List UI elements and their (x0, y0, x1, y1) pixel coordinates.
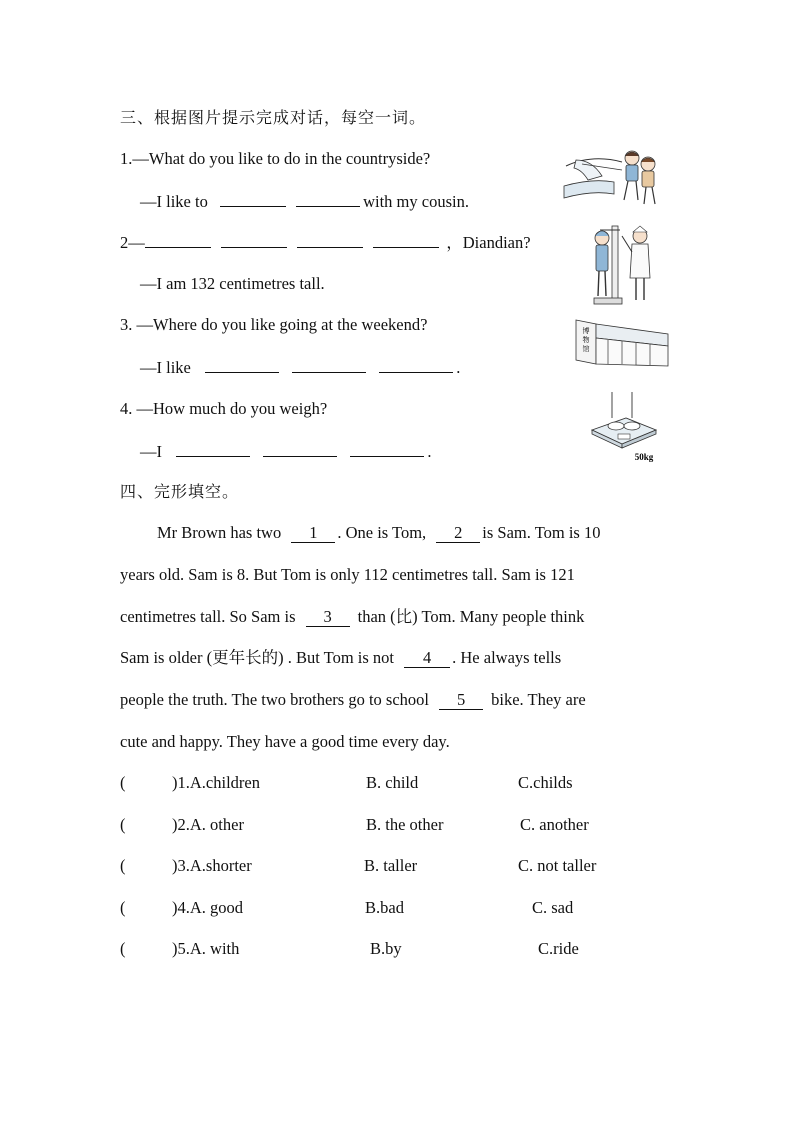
section3-heading: 三、根据图片提示完成对话，每空一词。 (120, 108, 427, 127)
q2-answer: —I am 132 centimetres tall. (140, 274, 325, 293)
q4-blank-3[interactable] (350, 440, 424, 457)
passage-text: than (比) Tom. Many people think (357, 607, 585, 626)
museum-sign-2: 物 (582, 336, 590, 344)
option-c[interactable]: C.childs (518, 773, 573, 792)
q3-blank-1[interactable] (205, 356, 279, 373)
cloze-blank-5[interactable]: 5 (439, 691, 483, 710)
option-b[interactable]: B. the other (366, 815, 444, 834)
q4-blank-1[interactable] (176, 440, 250, 457)
passage-line-2: years old. Sam is 8. But Tom is only 112 centimetres tall. Sam is 121 (120, 565, 575, 584)
q2-suffix: ，Diandian? (446, 233, 531, 252)
passage-text: people the truth. The two brothers go to school (120, 690, 430, 709)
section4-heading: 四、完形填空。 (120, 482, 240, 501)
passage-line-1 (157, 522, 600, 544)
q3-blank-2[interactable] (292, 356, 366, 373)
q4-answer-prefix: —I (140, 442, 162, 461)
answer-paren[interactable]: ( (120, 898, 126, 917)
passage-text: Mr Brown has two (157, 523, 282, 542)
q4-question: 4. —How much do you weigh? (120, 399, 328, 418)
museum-sign-3: 馆 (582, 345, 590, 353)
fishing-children-icon (562, 146, 662, 208)
scale-icon (588, 390, 660, 464)
option-c[interactable]: C. sad (532, 898, 574, 917)
passage-line-3 (120, 606, 584, 628)
option-a[interactable]: )2.A. other (172, 815, 244, 834)
answer-paren[interactable]: ( (120, 773, 126, 792)
q3-answer-suffix: . (456, 358, 461, 377)
passage-text: bike. They are (491, 690, 586, 709)
option-b[interactable]: B.by (370, 939, 402, 958)
answer-paren[interactable]: ( (120, 939, 126, 958)
option-c[interactable]: C. another (520, 815, 589, 834)
museum-sign-1: 博 (582, 327, 590, 335)
option-b[interactable]: B. taller (364, 856, 418, 875)
passage-text: . He always tells (452, 648, 562, 667)
passage-line-6: cute and happy. They have a good time every day. (120, 732, 450, 751)
passage-text: Sam is older (更年长的) . But Tom is not (120, 648, 394, 667)
q1-answer (140, 190, 469, 213)
option-a[interactable]: )1.A.children (172, 773, 260, 792)
q1-blank-2[interactable] (296, 190, 360, 207)
cloze-blank-3[interactable]: 3 (306, 608, 350, 627)
q4-blank-2[interactable] (263, 440, 337, 457)
q1-question: 1.—What do you like to do in the countryside? (120, 149, 431, 168)
passage-text: . One is Tom, (337, 523, 427, 542)
option-b[interactable]: B.bad (365, 898, 404, 917)
q2-blank-1[interactable] (145, 231, 211, 248)
option-c[interactable]: C.ride (538, 939, 579, 958)
q1-blank-1[interactable] (220, 190, 286, 207)
q2-question (120, 231, 531, 254)
option-a[interactable]: )3.A.shorter (172, 856, 252, 875)
passage-text: is Sam. Tom is 10 (482, 523, 601, 542)
option-a[interactable]: )5.A. with (172, 939, 240, 958)
answer-paren[interactable]: ( (120, 815, 126, 834)
passage-line-4 (120, 647, 561, 669)
q1-answer-suffix: with my cousin. (363, 192, 469, 211)
q2-prefix: 2— (120, 233, 145, 252)
scale-weight-label: 50kg (634, 452, 654, 462)
passage-line-5 (120, 689, 586, 711)
q4-answer-suffix: . (427, 442, 432, 461)
q3-question: 3. —Where do you like going at the weekend? (120, 315, 428, 334)
q4-answer (140, 440, 432, 463)
cloze-blank-1[interactable]: 1 (291, 524, 335, 543)
option-b[interactable]: B. child (366, 773, 419, 792)
q2-blank-2[interactable] (221, 231, 287, 248)
height-measure-icon (586, 222, 666, 306)
q3-blank-3[interactable] (379, 356, 453, 373)
museum-icon (574, 316, 670, 368)
answer-paren[interactable]: ( (120, 856, 126, 875)
option-c[interactable]: C. not taller (518, 856, 597, 875)
option-a[interactable]: )4.A. good (172, 898, 244, 917)
q3-answer-prefix: —I like (140, 358, 191, 377)
cloze-blank-2[interactable]: 2 (436, 524, 480, 543)
q1-answer-prefix: —I like to (140, 192, 208, 211)
q3-answer (140, 356, 460, 379)
cloze-blank-4[interactable]: 4 (404, 649, 450, 668)
q2-blank-3[interactable] (297, 231, 363, 248)
q2-blank-4[interactable] (373, 231, 439, 248)
passage-text: centimetres tall. So Sam is (120, 607, 296, 626)
